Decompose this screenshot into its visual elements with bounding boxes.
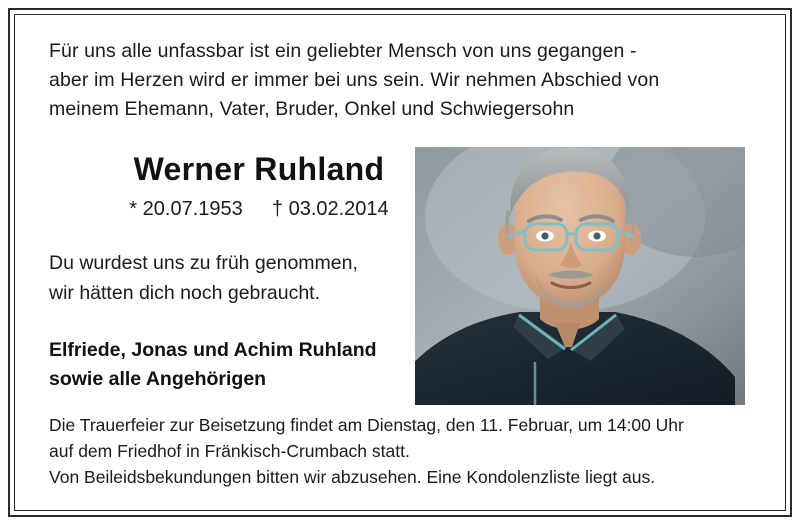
- inner-border: [14, 14, 786, 511]
- death-symbol: †: [271, 198, 284, 220]
- obituary-content: [15, 15, 785, 510]
- signers-line: Elfriede, Jonas und Achim Ruhland: [49, 339, 377, 361]
- life-dates: [49, 196, 469, 222]
- intro-line: Für uns alle unfassbar ist ein geliebter Mensch von uns gegangen -: [49, 40, 637, 62]
- birth-date: 20.07.1953: [142, 198, 243, 220]
- verse-line: wir hätten dich noch gebraucht.: [49, 282, 321, 304]
- signers-line: sowie alle Angehörigen: [49, 368, 267, 390]
- outer-border: [8, 8, 792, 517]
- portrait-photo: [415, 147, 745, 405]
- verse-line: Du wurdest uns zu früh genommen,: [49, 252, 358, 274]
- funeral-details: [49, 412, 759, 490]
- intro-text: [49, 37, 755, 124]
- intro-line: meinem Ehemann, Vater, Bruder, Onkel und Schwiegersohn: [49, 98, 575, 120]
- intro-line: aber im Herzen wird er immer bei uns sein. Wir nehmen Abschied von: [49, 69, 660, 91]
- name-block: [49, 150, 469, 222]
- death-date: 03.02.2014: [288, 198, 389, 220]
- funeral-line: Von Beileidsbekundungen bitten wir abzusehen. Eine Kondolenzliste liegt aus.: [49, 467, 656, 487]
- funeral-line: Die Trauerfeier zur Beisetzung findet am Dienstag, den 11. Februar, um 14:00 Uhr: [49, 415, 684, 435]
- birth-symbol: *: [129, 198, 138, 220]
- deceased-name: Werner Ruhland: [133, 151, 385, 187]
- funeral-line: auf dem Friedhof in Fränkisch-Crumbach statt.: [49, 441, 410, 461]
- portrait-photo-image: [415, 147, 745, 405]
